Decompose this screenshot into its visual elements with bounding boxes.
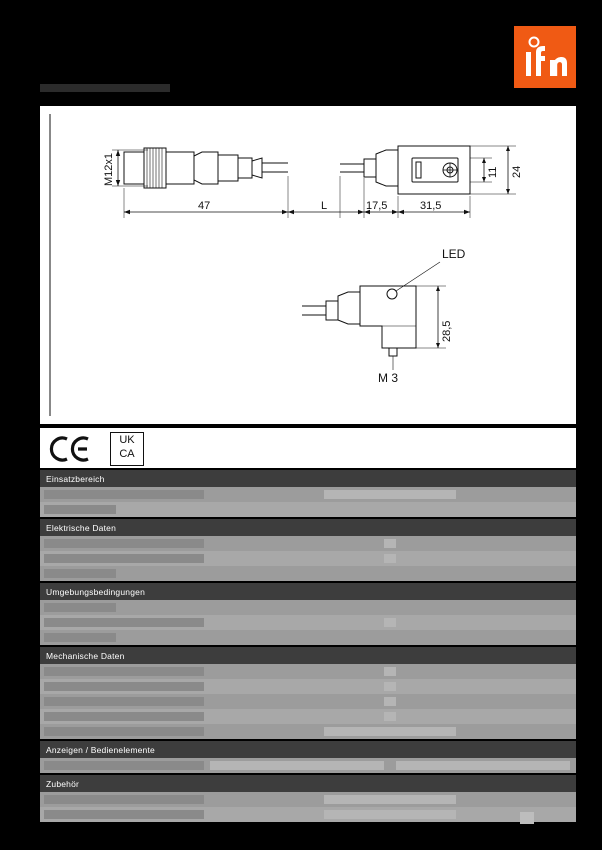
row-value-redacted [384,682,396,691]
section-label: Anzeigen / Bedienelemente [46,744,155,755]
table-row [40,551,576,566]
spec-table [40,470,576,822]
row-key-redacted [44,682,204,691]
section-label: Elektrische Daten [46,522,117,533]
row-value-redacted [396,761,570,770]
section-label: Mechanische Daten [46,650,125,661]
section-header-einsatzbereich [40,470,576,487]
section-label: Einsatzbereich [46,473,105,484]
row-key-redacted [44,569,116,578]
row-key-redacted [44,727,204,736]
section-header-elektrische-daten [40,519,576,536]
table-row [40,792,576,807]
row-key-redacted [44,554,204,563]
dim-11-label: 11 [487,166,499,178]
row-value-redacted [384,618,396,627]
dim-17-5-label: 17,5 [366,200,388,212]
table-row [40,487,576,502]
row-key-redacted [44,810,204,819]
row-key-redacted [44,603,116,612]
table-row [40,566,576,581]
row-key-redacted [44,505,116,514]
table-row [40,694,576,709]
m3-label: M 3 [378,371,399,385]
table-row [40,615,576,630]
ukca-line1: UK [119,434,135,446]
table-row [40,807,576,822]
row-value-redacted [384,697,396,706]
section-header-umgebungsbedingungen [40,583,576,600]
section-header-mechanische-daten [40,647,576,664]
table-row [40,502,576,517]
table-row [40,724,576,739]
ce-mark-icon [48,436,94,467]
row-value-redacted [210,761,384,770]
ifm-logo [514,26,576,88]
led-label: LED [442,247,466,261]
row-key-redacted [44,539,204,548]
row-value-redacted [324,795,456,804]
row-value-redacted [384,712,396,721]
dim-m12x1-label: M12x1 [103,152,115,186]
ukca-line2: CA [119,448,135,460]
row-key-redacted [44,633,116,642]
row-key-redacted [44,712,204,721]
table-row [40,758,576,773]
row-value-redacted [384,554,396,563]
row-value-redacted [384,667,396,676]
certification-row [40,428,576,468]
row-value-redacted [384,539,396,548]
ukca-mark-icon [110,432,144,466]
page-number [520,812,534,824]
row-key-redacted [44,667,204,676]
section-label: Umgebungsbedingungen [46,586,145,597]
dim-28-5-label: 28,5 [441,320,453,342]
section-label: Zubehör [46,778,80,789]
row-key-redacted [44,618,204,627]
page-title-redacted [40,84,170,92]
row-value-redacted [324,727,456,736]
product-drawing [40,106,576,424]
table-row [40,709,576,724]
table-row [40,630,576,645]
row-key-redacted [44,761,204,770]
dim-24-label: 24 [511,165,523,178]
row-key-redacted [44,490,204,499]
section-header-anzeigen-bedienelemente [40,741,576,758]
table-row [40,600,576,615]
row-key-redacted [44,697,204,706]
row-key-redacted [44,795,204,804]
dim-47-label: 47 [198,200,211,212]
table-row [40,679,576,694]
row-value-redacted [324,490,456,499]
dim-31-5-label: 31,5 [420,200,442,212]
section-header-zubehoer [40,775,576,792]
table-row [40,536,576,551]
row-value-redacted [324,810,456,819]
dim-L-label: L [321,200,328,212]
table-row [40,664,576,679]
